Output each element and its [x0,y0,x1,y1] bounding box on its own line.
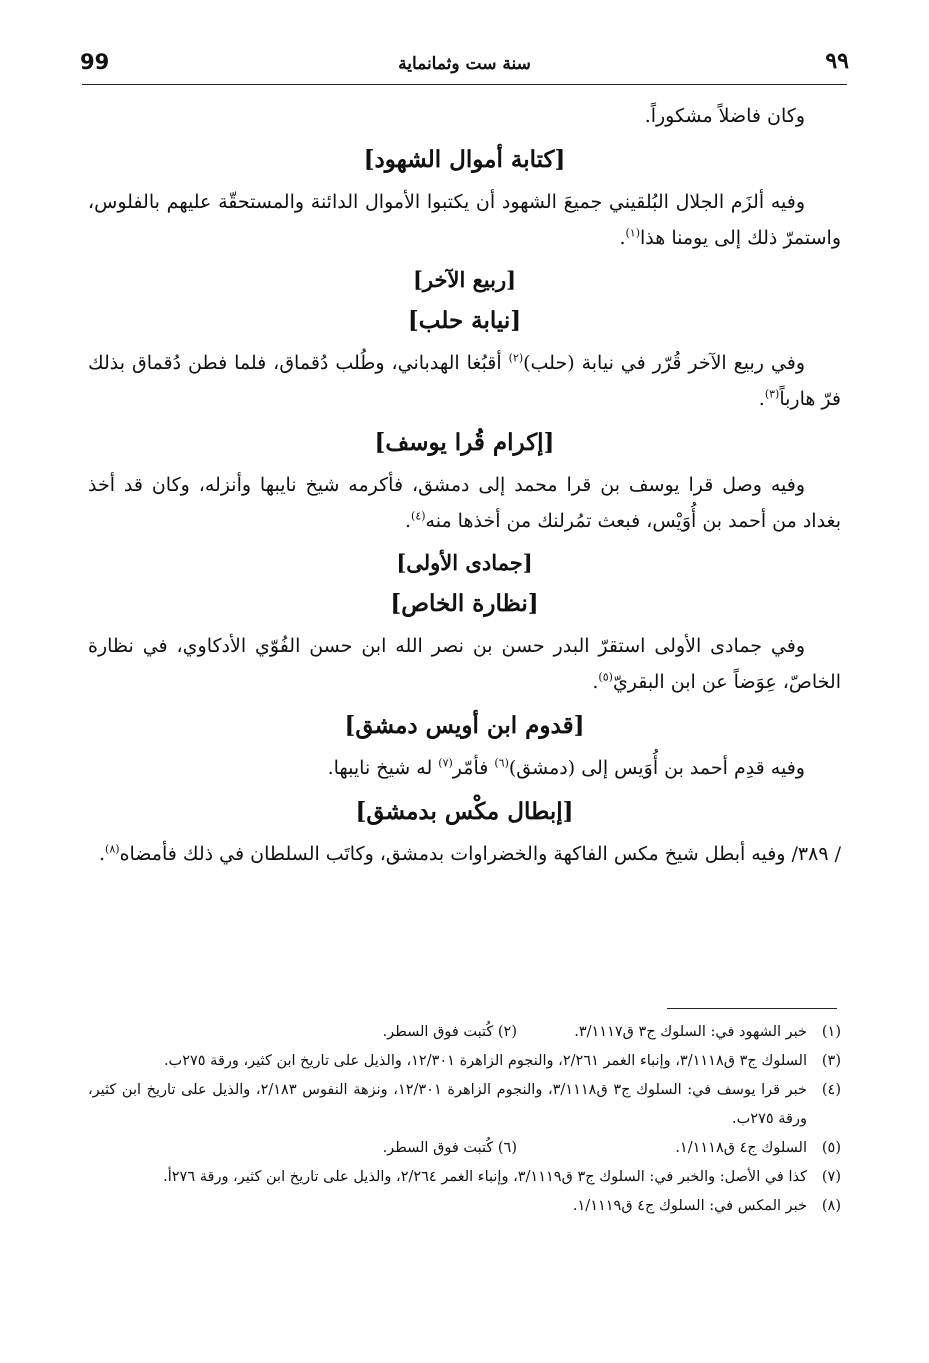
footnote [88,1134,841,1163]
footnote-text: كذا في الأصل: والخبر في: السلوك ج٣ ق٣/١١١٩، وإنباء الغمر ٢/٢٦٤، والذيل على تاريخ ابن كثير، ورقة ٢٧٦أ. [163,1169,807,1185]
section-heading: [إكرام قُرا يوسف] [374,429,555,456]
footnote-text: كُتبت فوق السطر. [382,1024,494,1040]
paragraph-text: / ٣٨٩/ وفيه أبطل شيخ مكس الفاكهة والخضراوات بدمشق، وكاتَب السلطان في ذلك فأمضاه [119,843,841,865]
footnote [88,1047,841,1076]
paragraph-end: . [619,227,626,249]
footnote-number: (٤) [821,1082,841,1098]
paragraph-end: . [99,843,106,865]
paragraph [88,750,841,786]
paragraph-text: له شيخ نايبها. [327,757,439,779]
running-title: سنة ست وثمانماية [398,54,531,74]
footnote-text: خبر الشهود في: السلوك ج٣ ق٣/١١١٧. [574,1024,807,1040]
footnote-text: كُتبت فوق السطر. [382,1140,494,1156]
footnote-number: (٣) [821,1053,841,1069]
footnote-text: خبر قرا يوسف في: السلوك ج٣ ق٣/١١١٨، والنجوم الزاهرة ١٢/٣٠١، ونزهة النفوس ٢/١٨٣، والذيل على تاريخ ابن كثير، ورقة ٢٧٥ب. [88,1082,807,1127]
paragraph-text: وفي ربيع الآخر قُرّر في نيابة (حلب) [523,352,805,374]
paragraph [88,345,841,417]
section-heading: [قدوم ابن أويس دمشق] [344,712,585,739]
main-text [88,98,841,872]
footnote-text: السلوك ج٤ ق١/١١١٨. [675,1140,807,1156]
paragraph-text: وفيه قدِم أحمد بن أُوَيس إلى (دمشق) [508,757,805,779]
paragraph-text: فأمّر [452,757,495,779]
paragraph [88,98,841,134]
paragraph [88,184,841,256]
paragraph-end: . [592,671,599,693]
page-number-arabic: ٩٩ [825,48,849,74]
paragraph-end: . [404,510,412,532]
footnote-number: (٧) [821,1169,841,1185]
section-heading: [نيابة حلب] [407,307,522,334]
paragraph-text: وكان فاضلاً مشكوراً. [644,105,805,127]
footnotes [88,1018,841,1221]
paragraph-text: وفيه وصل قرا يوسف بن قرا محمد إلى دمشق، فأكرمه شيخ نايبها وأنزله، وكان قد أخذ بغداد من أحمد بن أُوَيْس، فبعث تمُرلنك من أخذها منه [88,474,841,532]
month-heading: [ربيع الآخر] [412,267,517,292]
footnote-text: خبر المكس في: السلوك ج٤ ق١/١١١٩. [572,1198,807,1214]
footnote-marker: (٤) [411,509,426,523]
footnote [88,1018,841,1047]
paragraph [88,628,841,700]
footnote [88,1192,841,1221]
section-heading: [كتابة أموال الشهود] [363,146,566,173]
page-number: 99 [80,50,110,74]
month-heading: [جمادى الأولى] [396,550,533,575]
footnote-text: السلوك ج٣ ق٣/١١١٨، وإنباء الغمر ٢/٢٦١، والنجوم الزاهرة ١٢/٣٠١، والذيل على تاريخ ابن كثير، ورقة ٢٧٥ب. [163,1053,807,1069]
footnote-number: (١) [821,1024,841,1040]
footnote-number: (٥) [821,1140,841,1156]
footnote-marker: (٨) [105,842,120,856]
page-header [80,44,849,84]
paragraph [88,836,841,872]
footnote-marker: (٥) [598,670,613,684]
paragraph-end: . [758,388,765,410]
footnote-separator [667,1008,837,1009]
footnote-number: (٢) [497,1024,517,1040]
header-rule [82,84,847,85]
paragraph-text: أقبُغا الهدباني، وطُلب دُقماق، فلما فطن دُقماق بذلك فرّ هارباً [88,352,841,410]
footnote-marker: (٢) [508,351,524,365]
footnote-number: (٦) [497,1140,517,1156]
section-heading: [نظارة الخاص] [390,590,539,617]
paragraph-text: وفي جمادى الأولى استقرّ البدر حسن بن نصر الله ابن حسن الفُوّي الأدكاوي، في نظارة الخاصّ، عِوَضاً عن ابن البقريّ [88,635,841,693]
paragraph-text: وفيه ألزَم الجلال البُلقيني جميعَ الشهود أن يكتبوا الأموال الدائنة والمستحقّة عليهم بالفلوس، واستمرّ ذلك إلى يومنا هذا [88,191,841,249]
footnote-marker: (١) [625,226,641,240]
section-heading: [إبطال مكْس بدمشق] [355,798,574,825]
footnote-marker: (٧) [438,756,453,770]
footnote [88,1163,841,1192]
footnote-marker: (٦) [494,756,509,770]
footnote-marker: (٣) [764,387,780,401]
footnote [88,1076,841,1134]
paragraph [88,467,841,539]
footnote-number: (٨) [821,1198,841,1214]
